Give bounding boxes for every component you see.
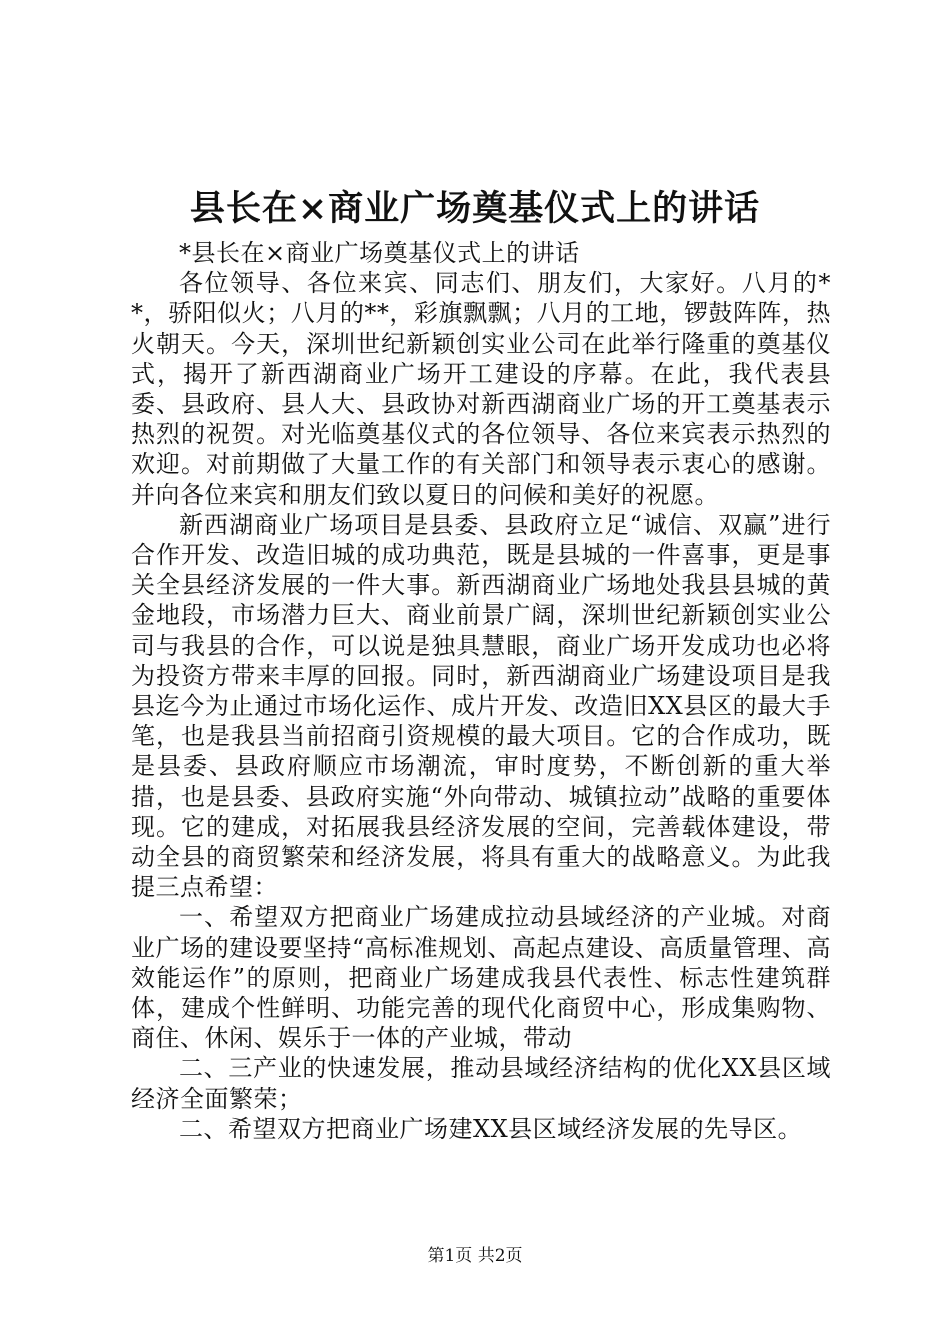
paragraph-industry: 二、三产业的快速发展，推动县域经济结构的优化XX县区域经济全面繁荣； bbox=[131, 1054, 831, 1113]
paragraph-hope-two: 二、希望双方把商业广场建XX县区域经济发展的先导区。 bbox=[179, 1114, 803, 1143]
page-indicator: 第1页 共2页 bbox=[427, 1246, 523, 1266]
paragraph-subtitle: *县长在×商业广场奠基仪式上的讲话 bbox=[179, 239, 580, 267]
document-title: 县长在×商业广场奠基仪式上的讲话 bbox=[189, 188, 761, 229]
paragraph-hope-one: 一、希望双方把商业广场建成拉动县域经济的产业城。对商业广场的建设要坚持“高标准规划、高起点建设、高质量管理、高效能运作”的原则，把商业广场建成我县代表性、标志性建筑群体，建成个性鲜明、功能完善的现代化商贸中心，形成集购物、商住、休闲、娱乐于一体的产业城，带动 bbox=[131, 903, 831, 1053]
paragraph-project: 新西湖商业广场项目是县委、县政府立足“诚信、双赢”进行合作开发、改造旧城的成功典范，既是县城的一件喜事，更是事关全县经济发展的一件大事。新西湖商业广场地处我县县城的黄金地段，市场潜力巨大、商业前景广阔，深圳世纪新颖创实业公司与我县的合作，可以说是独具慧眼，商业广场开发成功也必将为投资方带来丰厚的回报。同时，新西湖商业广场建设项目是我县迄今为止通过市场化运作、成片开发、改造旧XX县区的最大手笔，也是我县当前招商引资规模的最大项目。它的合作成功，既是县委、县政府顺应市场潮流，审时度势，不断创新的重大举措，也是县委、县政府实施“外向带动、城镇拉动”战略的重要体现。它的建成，对拓展我县经济发展的空间，完善载体建设，带动全县的商贸繁荣和经济发展，将具有重大的战略意义。为此我提三点希望： bbox=[131, 510, 831, 902]
document-body bbox=[131, 238, 831, 1144]
paragraph-greeting: 各位领导、各位来宾、同志们、朋友们，大家好。八月的**，骄阳似火；八月的**，彩旗飘飘；八月的工地，锣鼓阵阵，热火朝天。今天，深圳世纪新颖创实业公司在此举行隆重的奠基仪式，揭开了新西湖商业广场开工建设的序幕。在此，我代表县委、县政府、县人大、县政协对新西湖商业广场的开工奠基表示热烈的祝贺。对光临奠基仪式的各位领导、各位来宾表示热烈的欢迎。对前期做了大量工作的有关部门和领导表示衷心的感谢。并向各位来宾和朋友们致以夏日的问候和美好的祝愿。 bbox=[131, 269, 831, 509]
